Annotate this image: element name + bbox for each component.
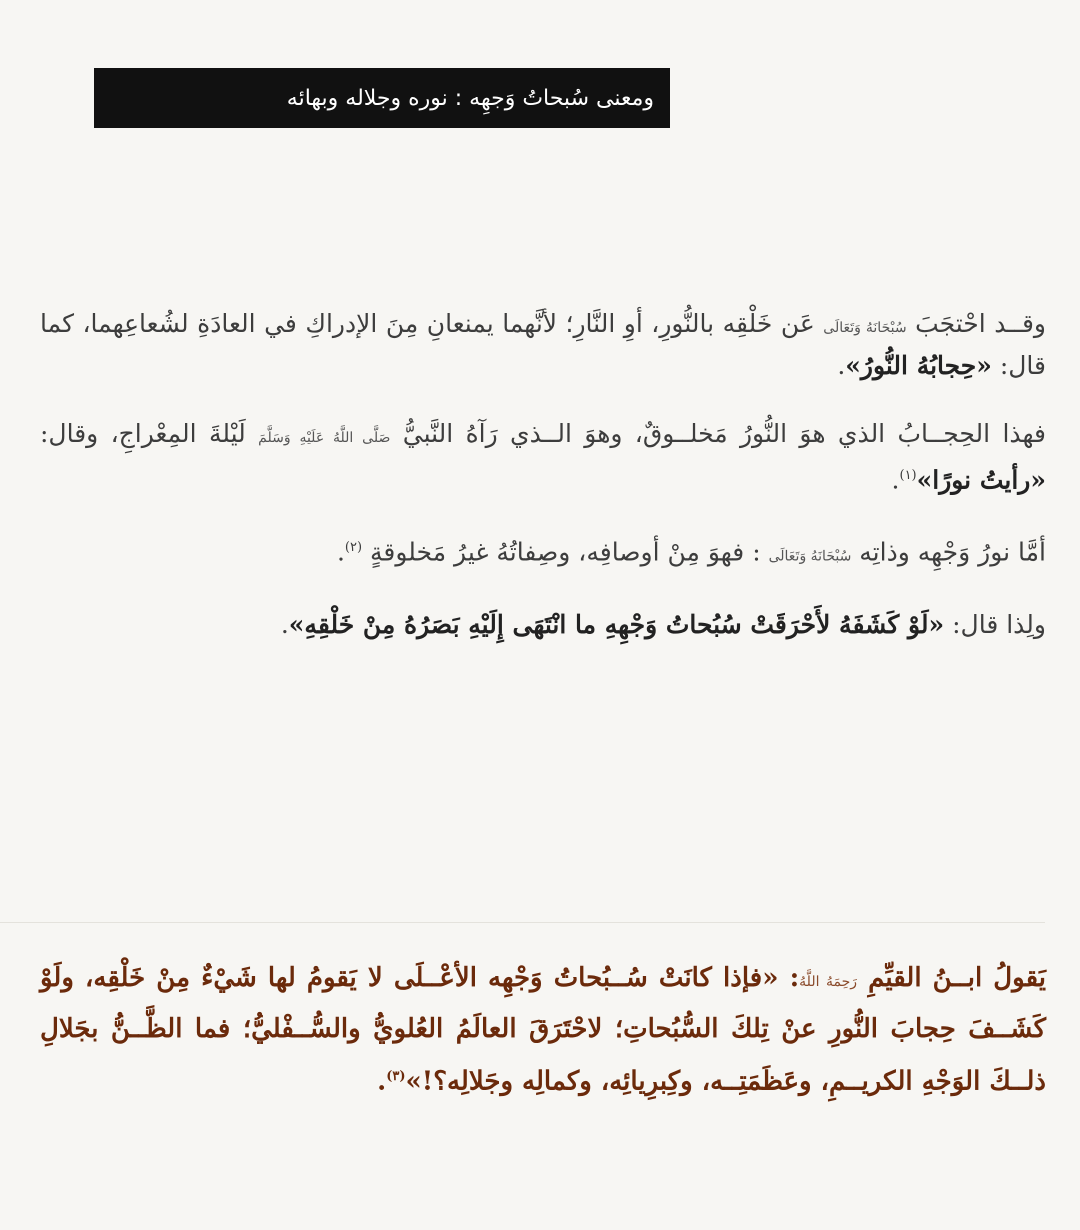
footnote-ref: (٣)	[386, 1069, 406, 1084]
title-banner	[94, 68, 670, 128]
title-text: ومعنى سُبحاتُ وَجهِه : نوره وجلاله وبهائه	[286, 85, 654, 111]
honorific: سُبْحَانَهُ وَتَعَالَى	[768, 548, 852, 565]
section-divider	[0, 922, 1045, 923]
paragraph-1: وقــد احْتجَبَ سُبْحَانَهُ وَتَعَالَى عَن خَلْقِه بالنُّورِ، أوِ النَّارِ؛ لأنَّهما يمنعانِ مِنَ الإدراكِ في العادَةِ لشُعاعِهما، كما قال: «حِجابُهُ النُّورُ».	[40, 309, 1046, 380]
quote-section	[40, 955, 1046, 1106]
paragraph-2: فهذا الحِجــابُ الذي هوَ النُّورُ مَخلــوقٌ، وهوَ الــذي رَآهُ النَّبيُّ صَلَّى اللَّهُ عَلَيْهِ وَسَلَّمَ لَيْلةَ المِعْراجِ، وقال: «رأيتُ نورًا»$^{(١)}$.	[40, 419, 1047, 495]
hadith-quote: «لَوْ كَشَفَهُ لأَحْرَقَتْ سُبُحاتُ وَجْهِهِ ما انْتَهَى إِلَيْهِ بَصَرُهُ مِنْ خَلْقِهِ»	[288, 609, 945, 639]
paragraph-5: يَقولُ ابــنُ القيِّمِ رَحِمَهُ اللَّهُ: «فإذا كانَتْ سُــبُحاتُ وَجْهِه الأعْــلَى لا يَقومُ لها شَيْءٌ مِنْ خَلْقِه، ولَوْ كَشَــفَ حِجابَ النُّورِ عنْ تِلكَ السُّبُحاتِ؛ لاحْتَرَقَ العالَمُ العُلويُّ والسُّــفْليُّ؛ فما الظَّــنُّ بجَلالِ ذلــكَ الوَجْهِ الكريــمِ، وعَظَمَتِــه، وكِبرِيائِه، وكمالِه وجَلالِه؟!»$^{(٣)}$.	[40, 963, 1046, 1097]
footnote-ref: (٢)	[344, 540, 363, 556]
honorific: سُبْحَانَهُ وَتَعَالَى	[823, 320, 907, 336]
paragraph-3: أمَّا نورُ وَجْهِه وذاتِه سُبْحَانَهُ وَتَعَالَى : فهوَ مِنْ أوصافِه، وصِفاتُهُ غيرُ مَخلوقةٍ $^{(٢)}$.	[336, 537, 1046, 567]
hadith-quote: «رأيتُ نورًا»	[916, 465, 1046, 495]
hadith-quote: «حِجابُهُ النُّورُ»	[845, 351, 992, 380]
footnote-ref: (١)	[899, 468, 917, 483]
honorific: رَحِمَهُ اللَّهُ	[799, 974, 857, 990]
paragraph-4: ولِذا قال: «لَوْ كَشَفَهُ لأَحْرَقَتْ سُبُحاتُ وَجْهِهِ ما انْتَهَى إِلَيْهِ بَصَرُهُ مِنْ خَلْقِهِ».	[280, 609, 1046, 639]
main-text-section	[40, 305, 1046, 674]
honorific: صَلَّى اللَّهُ عَلَيْهِ وَسَلَّمَ	[258, 430, 391, 446]
